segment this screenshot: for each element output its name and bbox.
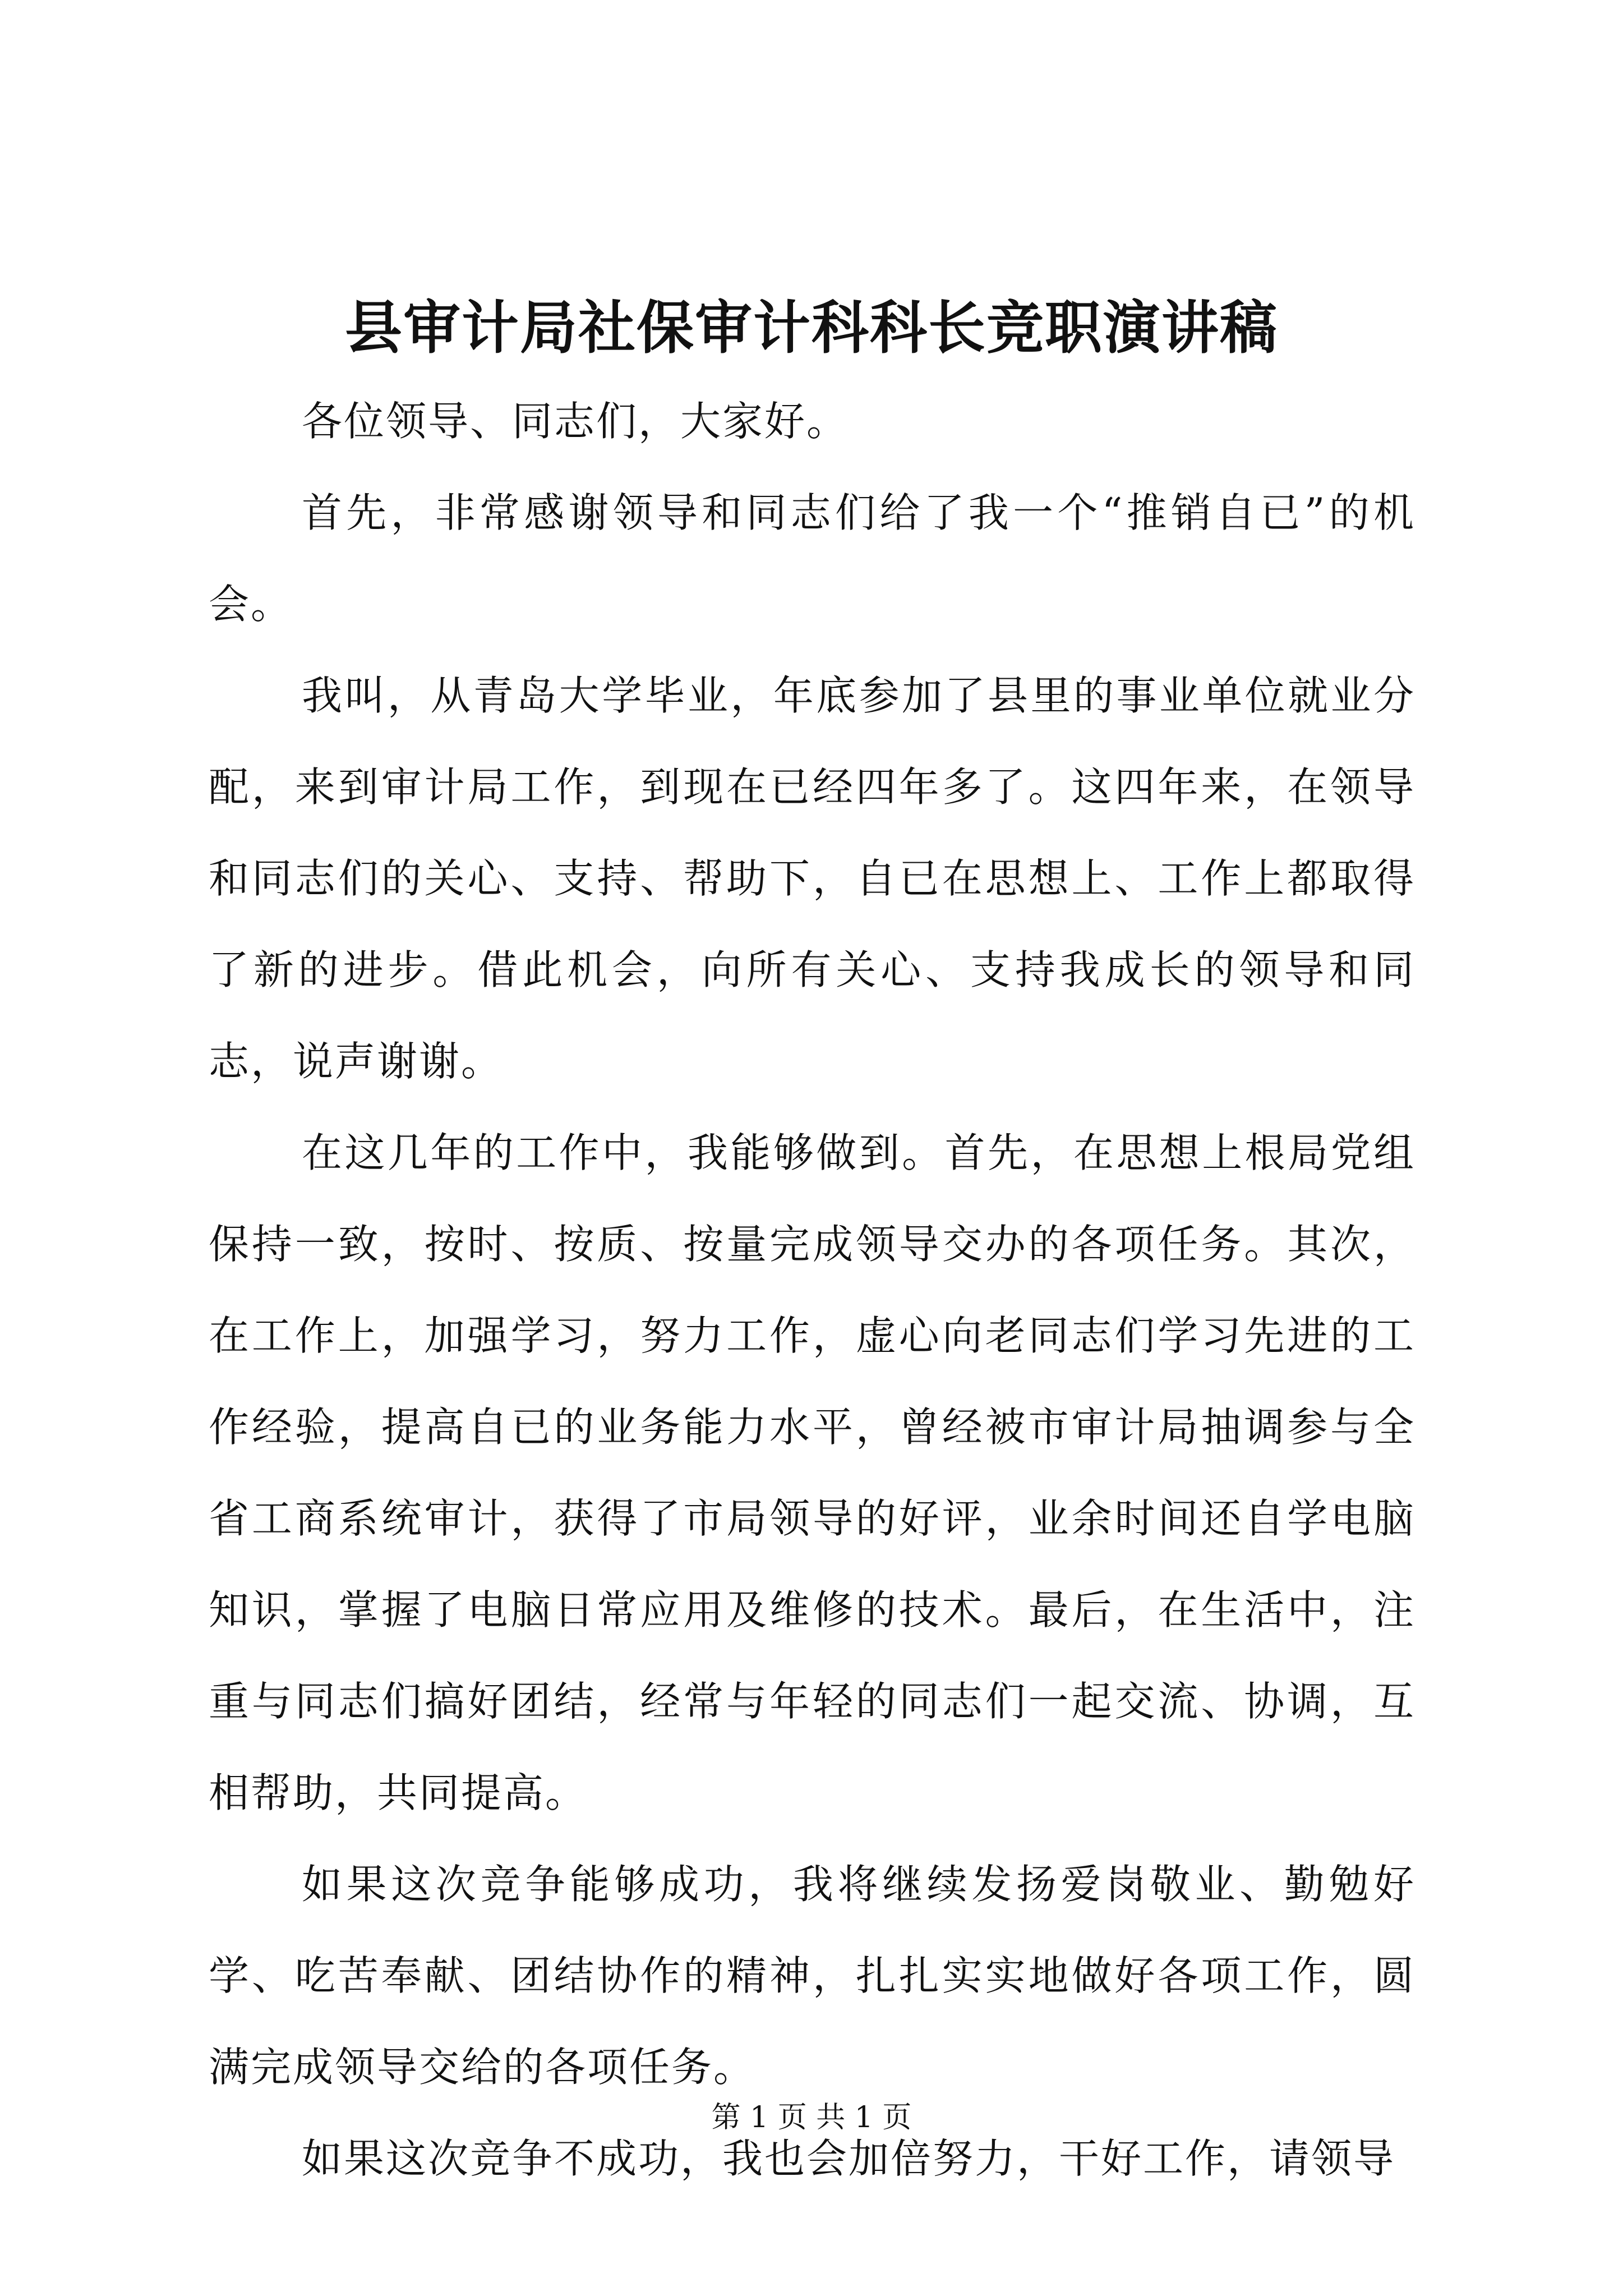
paragraph-work-achievements: 在这几年的工作中，我能够做到。首先，在思想上根局党组保持一致，按时、按质、按量完成领导交办的各项任务。其次，在工作上，加强学习，努力工作，虚心向老同志们学习先进的工作经验，提高自已的业务能力水平，曾经被市审计局抽调参与全省工商系统审计，获得了市局领导的好评，业余时间还自学电脑知识，掌握了电脑日常应用及维修的技术。最后，在生活中，注重与同志们搞好团结，经常与年轻的同志们一起交流、协调，互相帮助，共同提高。 — [209, 1129, 1415, 1816]
document-body — [209, 376, 1415, 2205]
paragraph-greeting: 各位领导、同志们，大家好。 — [302, 398, 849, 445]
document-title: 县审计局社保审计科科长竞职演讲稿 — [345, 295, 1278, 362]
paragraph-if-successful: 如果这次竞争能够成功，我将继续发扬爱岗敬业、勤勉好学、吃苦奉献、团结协作的精神，扎扎实实地做好各项工作，圆满完成领导交给的各项任务。 — [209, 1861, 1415, 2091]
paragraph-introduction: 我叫，从青岛大学毕业，年底参加了县里的事业单位就业分配，来到审计局工作，到现在已经四年多了。这四年来，在领导和同志们的关心、支持、帮助下，自已在思想上、工作上都取得了新的进步。借此机会，向所有关心、支持我成长的领导和同志，说声谢谢。 — [209, 672, 1415, 1085]
page-footer: 第 1 页 共 1 页 — [711, 2101, 912, 2134]
paragraph-if-unsuccessful: 如果这次竞争不成功，我也会加倍努力，干好工作，请领导 — [302, 2135, 1396, 2182]
paragraph-thanks: 首先，非常感谢领导和同志们给了我一个“推销自已”的机会。 — [209, 489, 1415, 628]
